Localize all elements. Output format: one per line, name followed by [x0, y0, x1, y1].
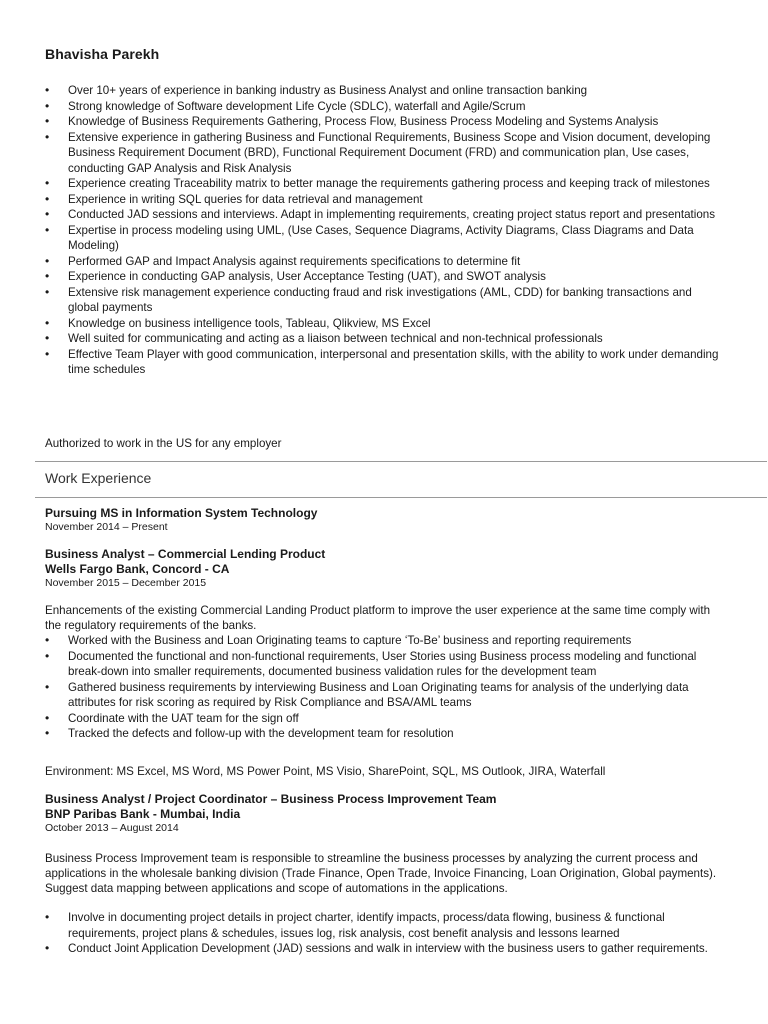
summary-item: • Effective Team Player with good communication, interpersonal and presentation skills, with the ability to work under demanding time schedules	[45, 347, 725, 378]
candidate-name: Bhavisha Parekh	[45, 46, 160, 62]
summary-item: • Expertise in process modeling using UML, (Use Cases, Sequence Diagrams, Activity Diagrams, Class Diagrams and Data Modeling)	[45, 223, 725, 254]
job2-duty: • Involve in documenting project details in project charter, identify impacts, process/data flowing, business & functional requirements, project plans & schedules, issues log, risk analysis, cost benefit analysis and lessons learned	[45, 910, 725, 941]
work-authorization: Authorized to work in the US for any employer	[45, 437, 282, 450]
summary-item: • Knowledge of Business Requirements Gathering, Process Flow, Business Process Modeling and Systems Analysis	[45, 114, 725, 130]
job1-environment: Environment: MS Excel, MS Word, MS Power Point, MS Visio, SharePoint, SQL, MS Outlook, JIRA, Waterfall	[45, 765, 606, 778]
job2-duties-list	[45, 910, 725, 957]
job2-dates: October 2013 – August 2014	[45, 822, 179, 834]
summary-item: • Experience creating Traceability matrix to better manage the requirements gathering process and keeping track of milestones	[45, 176, 725, 192]
summary-item: • Extensive experience in gathering Business and Functional Requirements, Business Scope and Vision document, developing Business Requirement Document (BRD), Functional Requirement Document (FRD) and communication plan, Use cases, conducting GAP Analysis and Risk Analysis	[45, 130, 725, 177]
summary-item: • Experience in writing SQL queries for data retrieval and management	[45, 192, 725, 208]
section-divider-bottom	[35, 497, 767, 498]
job2-duty: • Conduct Joint Application Development (JAD) sessions and walk in interview with the business users to gather requirements.	[45, 941, 725, 957]
education-title: Pursuing MS in Information System Technology	[45, 506, 318, 520]
job2-company: BNP Paribas Bank - Mumbai, India	[45, 807, 241, 821]
job1-title: Business Analyst – Commercial Lending Product	[45, 547, 326, 561]
section-divider-top	[35, 461, 767, 462]
summary-item: • Knowledge on business intelligence tools, Tableau, Qlikview, MS Excel	[45, 316, 725, 332]
job1-duty: • Documented the functional and non-functional requirements, User Stories using Business process modeling and functional break-down into smaller requirements, documented business validation rules for the development team	[45, 649, 725, 680]
job2-title: Business Analyst / Project Coordinator – Business Process Improvement Team	[45, 792, 497, 806]
job1-dates: November 2015 – December 2015	[45, 577, 207, 589]
job1-intro: Enhancements of the existing Commercial Landing Product platform to improve the user experience at the same time comply with the regulatory requirements of the banks.	[45, 604, 711, 632]
job2-intro: Business Process Improvement team is responsible to streamline the business processes by analyzing the current process and applications in the wholesale banking division (Trade Finance, Open Trade, Invoice Financing, Loan Origination, Global payments). Suggest data mapping between applications and scope of automations in the applications.	[45, 852, 717, 895]
education-dates: November 2014 – Present	[45, 521, 168, 533]
summary-item: • Conducted JAD sessions and interviews. Adapt in implementing requirements, creating project status report and presentations	[45, 207, 725, 223]
job1-duty: • Tracked the defects and follow-up with the development team for resolution	[45, 726, 725, 742]
summary-item: • Over 10+ years of experience in banking industry as Business Analyst and online transaction banking	[45, 83, 725, 99]
job1-duty: • Coordinate with the UAT team for the sign off	[45, 711, 725, 727]
job1-duties-list	[45, 633, 725, 742]
summary-item: • Well suited for communicating and acting as a liaison between technical and non-technical professionals	[45, 331, 725, 347]
summary-item: • Strong knowledge of Software development Life Cycle (SDLC), waterfall and Agile/Scrum	[45, 99, 725, 115]
job1-duty: • Worked with the Business and Loan Originating teams to capture ‘To-Be’ business and reporting requirements	[45, 633, 725, 649]
summary-item: • Performed GAP and Impact Analysis against requirements specifications to determine fit	[45, 254, 725, 270]
job1-duty: • Gathered business requirements by interviewing Business and Loan Originating teams for analysis of the underlying data attributes for risk scoring as required by Risk Compliance and BSA/AML teams	[45, 680, 725, 711]
summary-list	[45, 83, 725, 378]
work-experience-heading: Work Experience	[45, 470, 152, 486]
summary-item: • Experience in conducting GAP analysis, User Acceptance Testing (UAT), and SWOT analysis	[45, 269, 725, 285]
job1-company: Wells Fargo Bank, Concord - CA	[45, 562, 230, 576]
summary-item: • Extensive risk management experience conducting fraud and risk investigations (AML, CDD) for banking transactions and global payments	[45, 285, 725, 316]
